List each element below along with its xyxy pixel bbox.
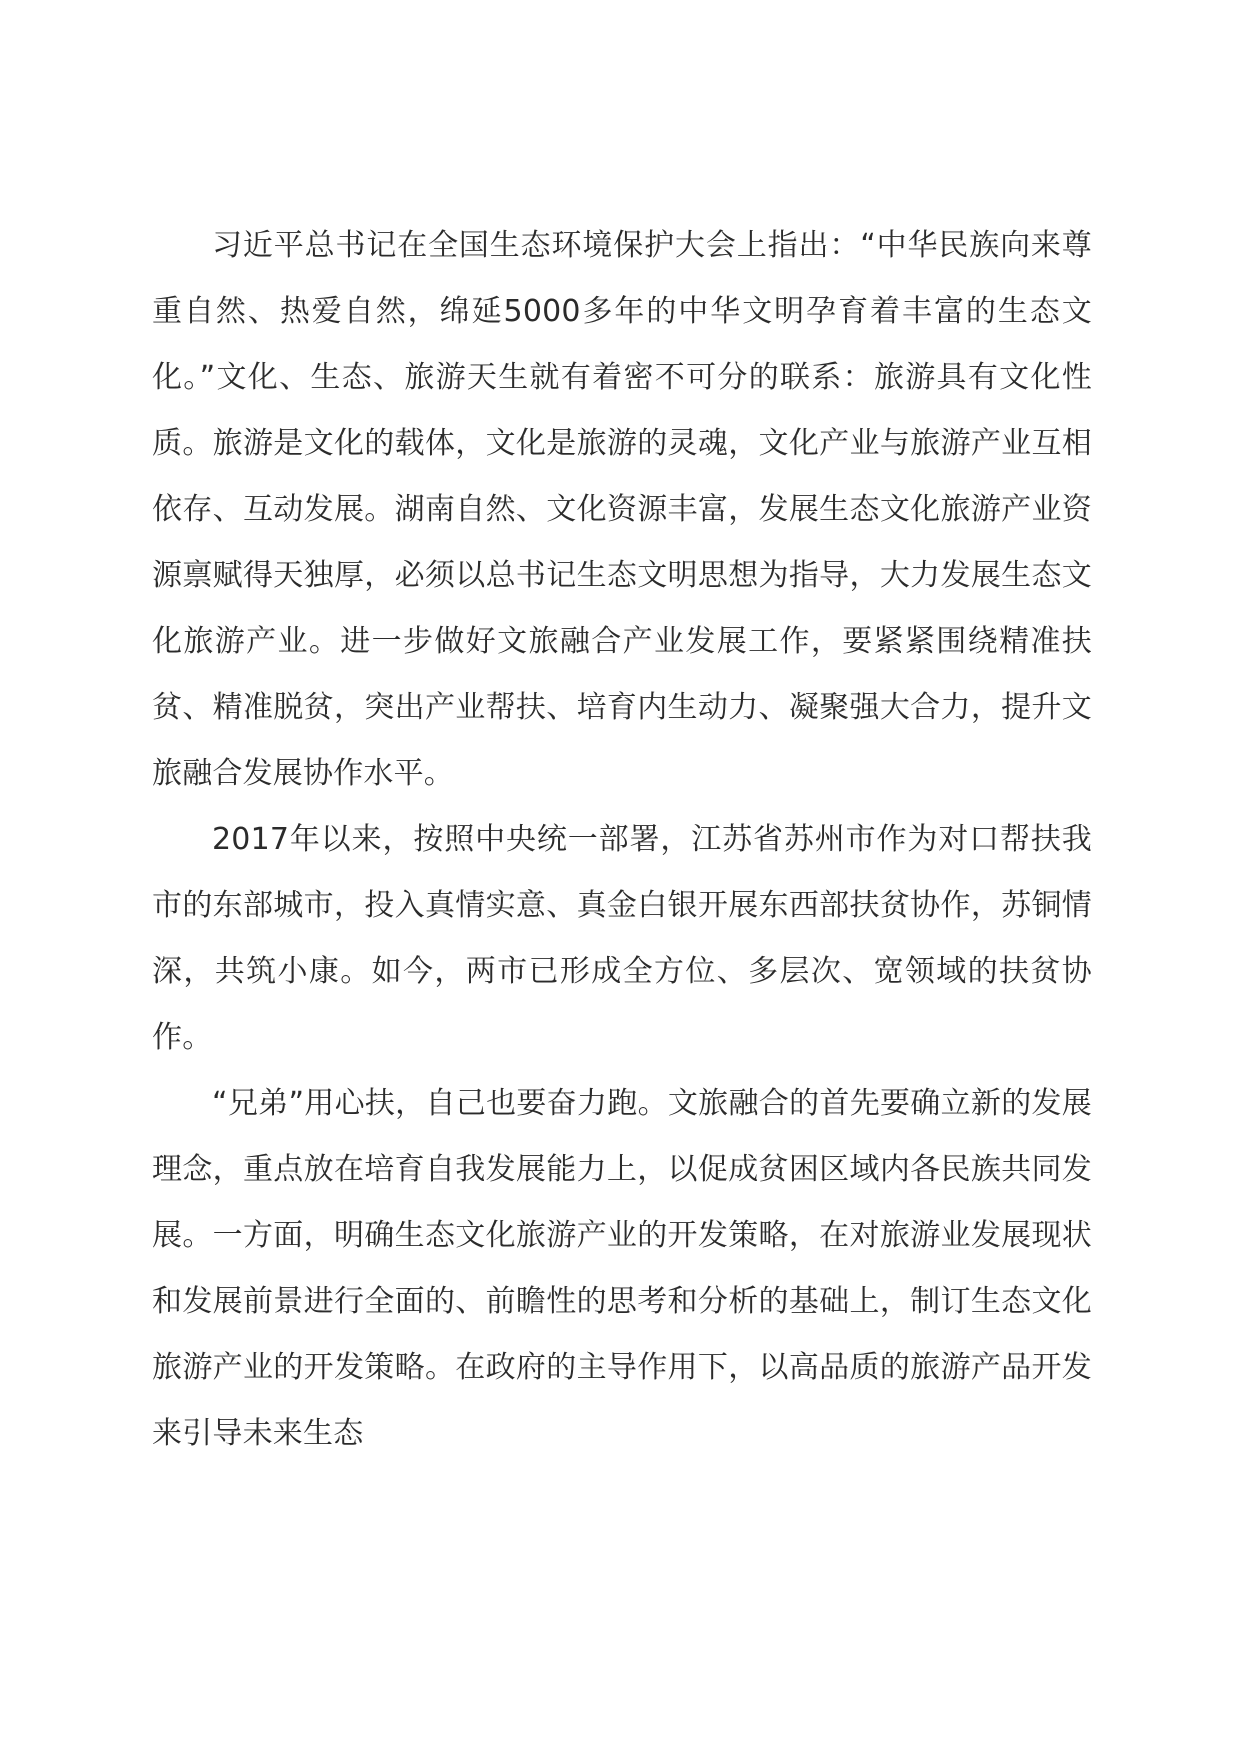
paragraph-1: 习近平总书记在全国生态环境保护大会上指出：“中华民族向来尊重自然、热爱自然，绵延5000多年的中华文明孕育着丰富的生态文化。”文化、生态、旅游天生就有着密不可分的联系：旅游具有文化性质。旅游是文化的载体，文化是旅游的灵魂，文化产业与旅游产业互相依存、互动发展。湖南自然、文化资源丰富，发展生态文化旅游产业资源禀赋得天独厚，必须以总书记生态文明思想为指导，大力发展生态文化旅游产业。进一步做好文旅融合产业发展工作，要紧紧围绕精准扶贫、精准脱贫，突出产业帮扶、培育内生动力、凝聚强大合力，提升文旅融合发展协作水平。 bbox=[152, 228, 1092, 791]
document-body bbox=[152, 213, 1092, 1467]
paragraph-3: “兄弟”用心扶，自己也要奋力跑。文旅融合的首先要确立新的发展理念，重点放在培育自我发展能力上，以促成贫困区域内各民族共同发展。一方面，明确生态文化旅游产业的开发策略，在对旅游业发展现状和发展前景进行全面的、前瞻性的思考和分析的基础上，制订生态文化旅游产业的开发策略。在政府的主导作用下，以高品质的旅游产品开发来引导未来生态 bbox=[152, 1086, 1092, 1451]
paragraph-2: 2017年以来，按照中央统一部署，江苏省苏州市作为对口帮扶我市的东部城市，投入真情实意、真金白银开展东西部扶贫协作，苏铜情深，共筑小康。如今，两市已形成全方位、多层次、宽领域的扶贫协作。 bbox=[152, 822, 1092, 1055]
